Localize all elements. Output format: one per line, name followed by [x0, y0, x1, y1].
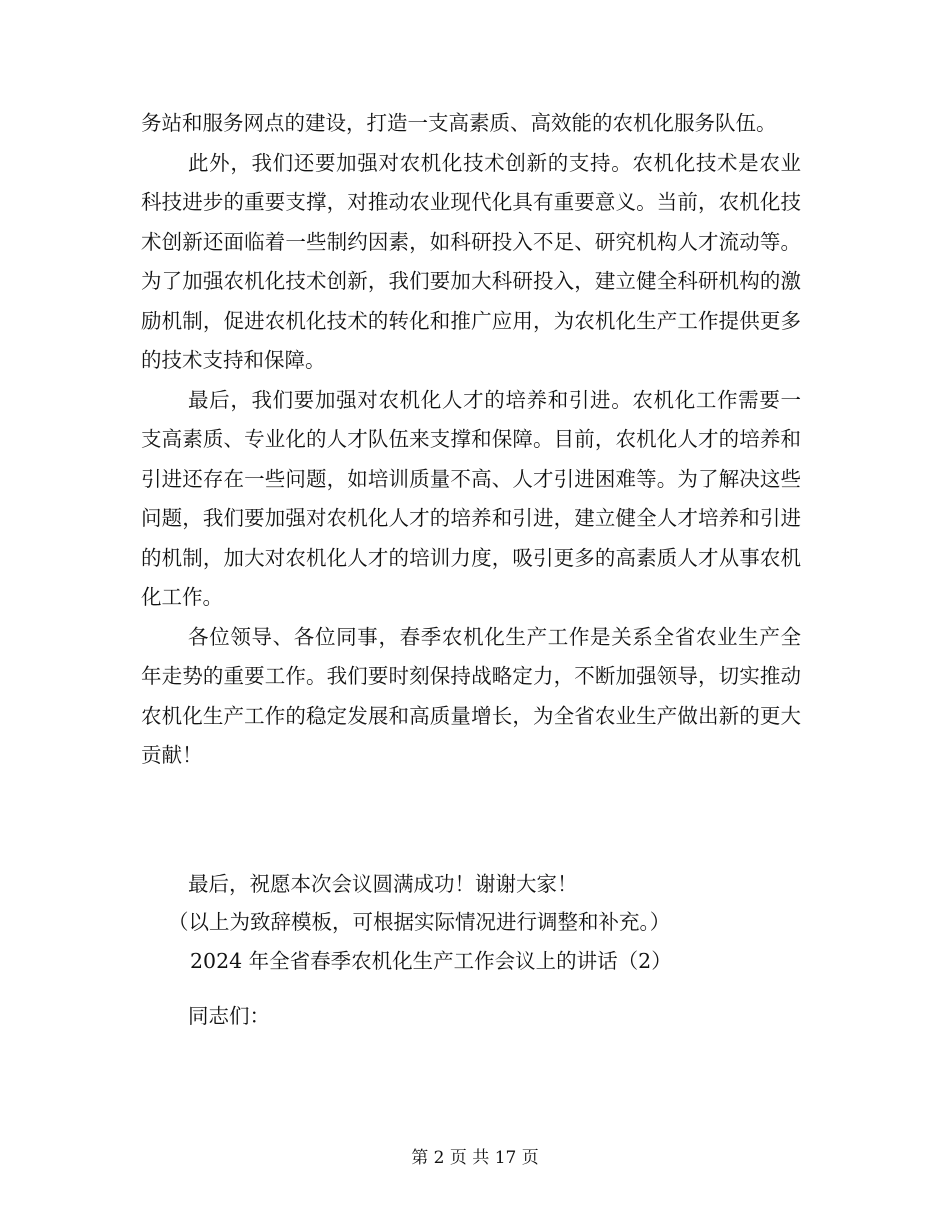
salutation: 同志们：: [188, 1004, 270, 1028]
page-number-footer: 第 2 页 共 17 页: [411, 1148, 539, 1168]
paragraph: 务站和服务网点的建设，打造一支高素质、高效能的农机化服务队伍。: [141, 111, 777, 135]
closing-line: 最后，祝愿本次会议圆满成功！谢谢大家！: [188, 872, 578, 896]
template-note: （以上为致辞模板，可根据实际情况进行调整和补充。）: [168, 910, 671, 934]
paragraph: 最后，我们要加强对农机化人才的培养和引进。农机化工作需要一支高素质、专业化的人才队伍来支撑和保障。目前，农机化人才的培养和引进还存在一些问题，如培训质量不高、人才引进困难等。为了解决这些问题，我们要加强对农机化人才的培养和引进，建立健全人才培养和引进的机制，加大对农机化人才的培训力度，吸引更多的高素质人才从事农机化工作。: [141, 387, 801, 609]
paragraph: 此外，我们还要加强对农机化技术创新的支持。农机化技术是农业科技进步的重要支撑，对推动农业现代化具有重要意义。当前，农机化技术创新还面临着一些制约因素，如科研投入不足、研究机构人才流动等。为了加强农机化技术创新，我们要加大科研投入，建立健全科研机构的激励机制，促进农机化技术的转化和推广应用，为农机化生产工作提供更多的技术支持和保障。: [141, 150, 801, 372]
speech-title: 2024 年全省春季农机化生产工作会议上的讲话（2）: [190, 949, 672, 973]
paragraph: 各位领导、各位同事，春季农机化生产工作是关系全省农业生产全年走势的重要工作。我们要时刻保持战略定力，不断加强领导，切实推动农机化生产工作的稳定发展和高质量增长，为全省农业生产做出新的更大贡献！: [141, 624, 801, 767]
document-body: [141, 104, 801, 776]
